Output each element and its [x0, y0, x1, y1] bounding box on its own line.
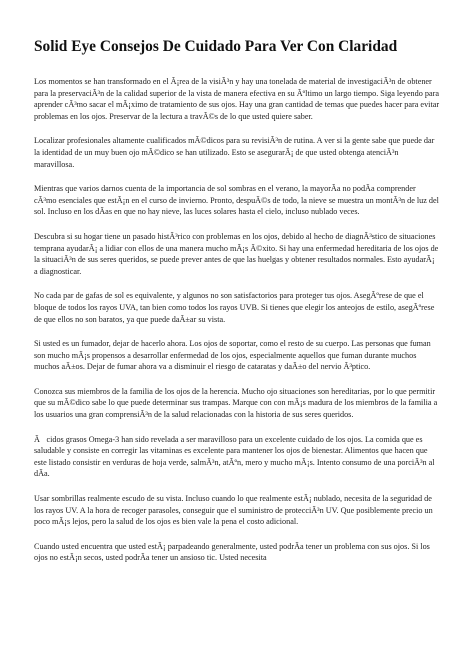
- paragraph: No cada par de gafas de sol es equivalente, y algunos no son satisfactorios para proteger tus ojos. AsegÃºrese de que el bloque de todos los rayos UVA, tan bien como todos los rayos UVB. Si tienes que elegir los anteojos de estilo, asegÃºrese de que ellos no son baratos, ya que puede daÃ±ar su vista.: [34, 291, 435, 324]
- paragraph: Los momentos se han transformado en el Ã¡rea de la visiÃ³n y hay una tonelada de material de investigaciÃ³n de obtener para la preservaciÃ³n de la calidad superior de la vista de manera efectiva en su Ãºltimo un largo tiempo. Siga leyendo para aprender cÃ³mo sacar el mÃ¡ximo de tratamiento de sus ojos. Hay una gran cantidad de temas que puedes hacer para evitar problemas en los ojos. Preservar de la lectura a travÃ©s de lo que usted quiere saber.: [34, 77, 440, 121]
- document-title: Solid Eye Consejos De Cuidado Para Ver Con Claridad: [34, 38, 398, 55]
- paragraph: Ãcidos grasos Omega-3 han sido revelada a ser maravilloso para un excelente cuidado de los ojos. La comida que es saludable y consiste en corregir las vitaminas es excelente para mantener los ojos de bienestar. Alimentos que hacen que este listado consistir en verduras de hoja verde, salmÃ³n, atÃºn, mero y mucho mÃ¡s. Intento consumo de una porciÃ³n al dÃa.: [34, 434, 435, 479]
- paragraph: Si usted es un fumador, dejar de hacerlo ahora. Los ojos de soportar, como el resto de su cuerpo. Las personas que fuman son mucho mÃ¡s propensos a desarrollar enfermedad de los ojos, especialmente aquellos que fuman durante muchos muchos aÃ±os. Dejar de fumar ahora va a disminuir el riesgo de cataratas y daÃ±o del nervio Ã³ptico.: [34, 339, 431, 372]
- paragraph: Mientras que varios darnos cuenta de la importancia de sol sombras en el verano, la mayorÃa no podÃa comprender cÃ³mo esenciales que estÃ¡n en el curso de invierno. Pronto, despuÃ©s de todo, la nieve se muestra un montÃ³n de luz del sol. Incluso en los dÃas en que no hay nieve, las luces solares hasta el cielo, incluso nublado veces.: [34, 184, 439, 217]
- paragraph: Conozca sus miembros de la familia de los ojos de la herencia. Mucho ojo situaciones son hereditarias, por lo que permitir que su mÃ©dico sabe lo que puede determinar sus trampas. Marque con con mÃ¡s madura de los miembros de la familia a los usuarios una gran comprensiÃ³n de la salud relacionadas con la historia de sus seres queridos.: [34, 386, 438, 420]
- paragraph: Descubra si su hogar tiene un pasado histÃ³rico con problemas en los ojos, debido al hecho de diagnÃ³stico de situaciones temprana ayudarÃ¡ a lidiar con ellos de una manera mucho mÃ¡s Ã©xito. Si hay una enfermedad hereditaria de los ojos de la situaciÃ³n de sus seres queridos, se puede prever antes de que las huelgas y obtener resultados normales. Esto ayudarÃ¡ a diagnosticar.: [34, 231, 439, 276]
- paragraph: Localizar profesionales altamente cualificados mÃ©dicos para su revisiÃ³n de rutina. A ver si la gente sabe que puede dar la identidad de un muy buen ojo mÃ©dico se han utilizado. Esto se asegurarÃ¡ de que usted obtenga atenciÃ³n maravillosa.: [34, 136, 435, 169]
- paragraph: Cuando usted encuentra que usted estÃ¡ parpadeando generalmente, usted podrÃa tener un problema con sus ojos. Si los ojos no estÃ¡n secos, usted podrÃa tener un ansioso tic. Usted necesita: [34, 541, 430, 563]
- paragraph: Usar sombrillas realmente escudo de su vista. Incluso cuando lo que realmente estÃ¡ nublado, necesita de la seguridad de los rayos UV. A la hora de recoger parasoles, conseguir que el suministro de protecciÃ³n UV. Que posiblemente precio un poco mÃ¡s lejos, pero la salud de los ojos es bien vale la pena el costo adicional.: [34, 494, 433, 527]
